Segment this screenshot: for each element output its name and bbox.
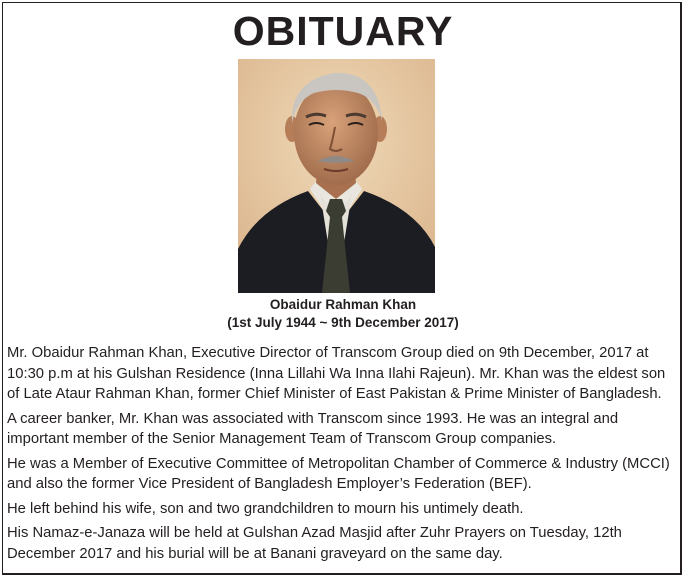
paragraph-death-notice: Mr. Obaidur Rahman Khan, Executive Director of Transcom Group died on 9th December, 2017 at 10:30 p.m at his Gulshan Residence (Inna Lillahi Wa Inna Ilahi Rajeun). Mr. Khan was the eldest son of Late Ataur Rahman Khan, former Chief Minister of East Pakistan & Prime Minister of Bangladesh.	[7, 345, 666, 402]
obituary-frame	[2, 2, 682, 575]
paragraph-janaza: His Namaz-e-Janaza will be held at Gulshan Azad Masjid after Zuhr Prayers on Tuesday, 12th December 2017 and his burial will be at Banani graveyard on the same day.	[7, 525, 622, 562]
portrait-photo	[238, 59, 435, 293]
paragraph-career: A career banker, Mr. Khan was associated with Transcom since 1993. He was an integral and important member of the Senior Management Team of Transcom Group companies.	[7, 410, 619, 447]
obituary-body	[7, 343, 677, 568]
deceased-name: Obaidur Rahman Khan	[269, 297, 417, 312]
paragraph-memberships: He was a Member of Executive Committee of Metropolitan Chamber of Commerce & Industry (MCCI) and also the former Vice President of Bangladesh Employer’s Federation (BEF).	[7, 455, 670, 492]
obituary-heading: OBITUARY	[232, 8, 454, 54]
life-dates: (1st July 1944 ~ 9th December 2017)	[227, 315, 459, 330]
paragraph-family: He left behind his wife, son and two grandchildren to mourn his untimely death.	[7, 500, 524, 517]
portrait-illustration	[238, 59, 435, 293]
